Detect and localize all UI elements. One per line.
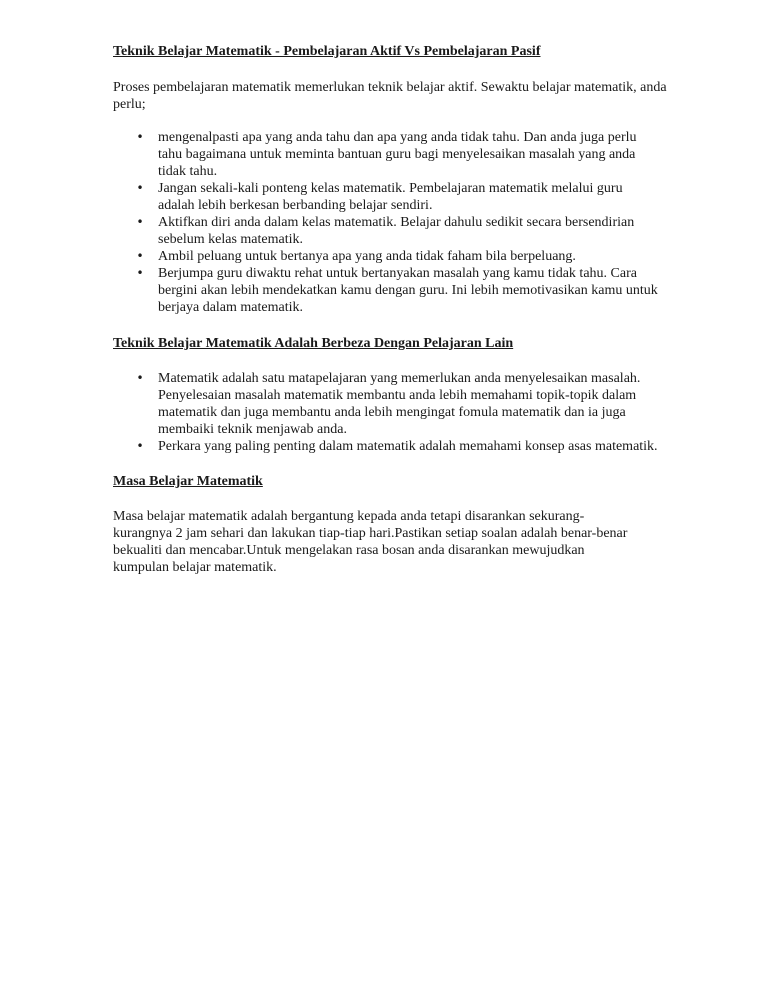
section1-intro: Proses pembelajaran matematik memerlukan teknik belajar aktif. Sewaktu belajar matematik, anda perlu; [113,80,667,112]
list-item [113,129,658,180]
bullet-icon: • [136,181,144,195]
list-item [113,248,658,265]
section3-body: Masa belajar matematik adalah bergantung kepada anda tetapi disarankan sekurang-kurangnya 2 jam sehari dan lakukan tiap-tiap hari.Pastikan setiap soalan adalah benar-benar bekualiti dan mencabar.Untuk mengelakan rasa bosan anda disarankan mewujudkan kumpulan belajar matematik. [113,509,628,575]
list-item [113,214,658,248]
list-item-text: Berjumpa guru diwaktu rehat untuk bertanyakan masalah yang kamu tidak tahu. Cara bergini akan lebih mendekatkan kamu dengan guru. Ini lebih memotivasikan kamu untuk berjaya dalam matematik. [158,266,658,315]
bullet-icon: • [136,249,144,263]
list-item-text: Matematik adalah satu matapelajaran yang memerlukan anda menyelesaikan masalah. Penyelesaian masalah matematik membantu anda lebih memahami topik-topik dalam matematik dan juga membantu anda lebih mengingat fomula matematik dan ia juga membaiki teknik menjawab anda. [158,371,641,437]
list-item-text: Ambil peluang untuk bertanya apa yang anda tidak faham bila berpeluang. [158,249,576,264]
bullet-icon: • [136,439,144,453]
document-content [113,43,673,576]
bullet-icon: • [136,130,144,144]
list-item [113,370,658,438]
list-item-text: mengenalpasti apa yang anda tahu dan apa yang anda tidak tahu. Dan anda juga perlu tahu bagaimana untuk meminta bantuan guru bagi menyelesaikan masalah yang anda tidak tahu. [158,130,637,179]
bullet-icon: • [136,266,144,280]
section2-list [113,370,673,455]
list-item-text: Jangan sekali-kali ponteng kelas matematik. Pembelajaran matematik melalui guru adalah lebih berkesan berbanding belajar sendiri. [158,181,623,213]
list-item [113,438,658,455]
section3-heading: Masa Belajar Matematik [113,474,263,489]
list-item [113,180,658,214]
bullet-icon: • [136,371,144,385]
list-item-text: Aktifkan diri anda dalam kelas matematik. Belajar dahulu sedikit secara bersendirian sebelum kelas matematik. [158,215,635,247]
section1-heading: Teknik Belajar Matematik - Pembelajaran Aktif Vs Pembelajaran Pasif [113,44,541,59]
list-item-text: Perkara yang paling penting dalam matematik adalah memahami konsep asas matematik. [158,439,658,454]
list-item [113,265,658,316]
section2-heading: Teknik Belajar Matematik Adalah Berbeza Dengan Pelajaran Lain [113,336,514,351]
section1-list [113,129,673,316]
bullet-icon: • [136,215,144,229]
